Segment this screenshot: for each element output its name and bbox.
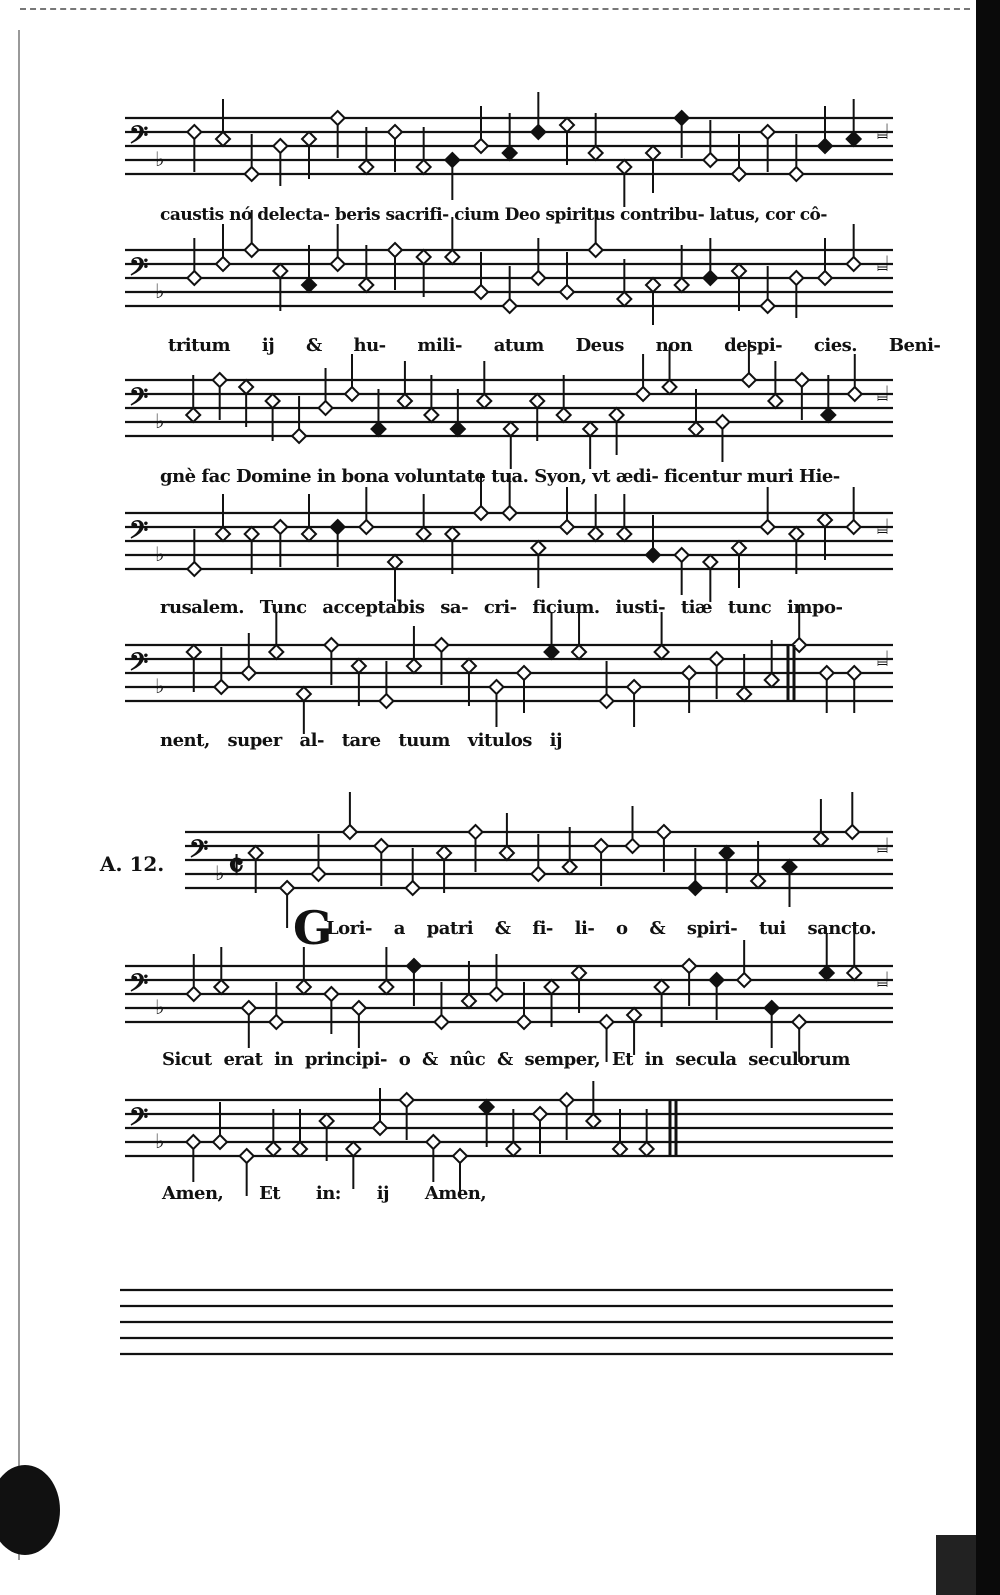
f-clef-icon: 𝄢 bbox=[129, 648, 149, 683]
flat-icon: ♭ bbox=[155, 279, 165, 303]
note-head bbox=[531, 271, 545, 285]
note-head bbox=[297, 687, 311, 701]
f-clef-icon: 𝄢 bbox=[129, 969, 149, 1004]
section-label: A. 12. bbox=[100, 852, 165, 876]
note-head bbox=[600, 1015, 614, 1029]
note-head bbox=[273, 139, 287, 153]
note-head bbox=[847, 132, 861, 146]
flat-icon: ♭ bbox=[155, 674, 165, 698]
note-head bbox=[302, 278, 316, 292]
note-head bbox=[388, 555, 402, 569]
note-head bbox=[346, 1142, 360, 1156]
note-head bbox=[302, 132, 316, 146]
note-head bbox=[737, 973, 751, 987]
lyric-line: caustis nó delecta- beris sacrifi- cium Deo spiritus contribu- latus, cor cô- bbox=[160, 205, 827, 225]
note-head bbox=[359, 160, 373, 174]
flat-icon: ♭ bbox=[155, 409, 165, 433]
note-head bbox=[626, 839, 640, 853]
note-head bbox=[563, 860, 577, 874]
note-head bbox=[545, 980, 559, 994]
note-head bbox=[682, 666, 696, 680]
note-head bbox=[379, 694, 393, 708]
note-head bbox=[504, 422, 518, 436]
note-head bbox=[249, 846, 263, 860]
note-head bbox=[445, 153, 459, 167]
drop-cap: G bbox=[293, 901, 333, 955]
note-head bbox=[572, 966, 586, 980]
f-clef-icon: 𝄢 bbox=[129, 383, 149, 418]
note-head bbox=[600, 694, 614, 708]
note-head bbox=[320, 1114, 334, 1128]
note-head bbox=[710, 973, 724, 987]
note-head bbox=[795, 373, 809, 387]
note-head bbox=[646, 548, 660, 562]
note-head bbox=[331, 257, 345, 271]
note-head bbox=[186, 1135, 200, 1149]
note-head bbox=[302, 527, 316, 541]
note-head bbox=[214, 980, 228, 994]
note-head bbox=[531, 125, 545, 139]
note-head bbox=[557, 408, 571, 422]
note-head bbox=[761, 125, 775, 139]
note-head bbox=[451, 422, 465, 436]
note-head bbox=[560, 285, 574, 299]
note-head bbox=[426, 1135, 440, 1149]
note-head bbox=[531, 867, 545, 881]
note-head bbox=[818, 513, 832, 527]
note-head bbox=[407, 959, 421, 973]
note-head bbox=[789, 167, 803, 181]
flat-icon: ♭ bbox=[155, 1129, 165, 1153]
note-head bbox=[373, 1121, 387, 1135]
note-head bbox=[594, 839, 608, 853]
lyric-line: Lori- a patri & fi- li- o & spiri- tui sancto. bbox=[326, 918, 877, 939]
note-head bbox=[710, 652, 724, 666]
note-head bbox=[675, 548, 689, 562]
note-head bbox=[312, 867, 326, 881]
note-head bbox=[379, 980, 393, 994]
note-head bbox=[737, 687, 751, 701]
note-head bbox=[751, 874, 765, 888]
note-head bbox=[560, 1093, 574, 1107]
note-head bbox=[293, 1142, 307, 1156]
note-head bbox=[324, 638, 338, 652]
note-head bbox=[474, 139, 488, 153]
note-head bbox=[783, 860, 797, 874]
note-head bbox=[560, 118, 574, 132]
custos-icon: 𝆶 bbox=[877, 646, 889, 671]
note-head bbox=[242, 1001, 256, 1015]
note-head bbox=[292, 429, 306, 443]
note-head bbox=[352, 659, 366, 673]
note-head bbox=[474, 285, 488, 299]
note-head bbox=[352, 1001, 366, 1015]
note-head bbox=[655, 980, 669, 994]
custos-icon: 𝆶 bbox=[877, 119, 889, 144]
note-head bbox=[848, 387, 862, 401]
note-head bbox=[434, 638, 448, 652]
note-head bbox=[266, 394, 280, 408]
note-head bbox=[761, 299, 775, 313]
note-head bbox=[345, 387, 359, 401]
note-head bbox=[216, 527, 230, 541]
note-head bbox=[682, 959, 696, 973]
custos-icon: 𝆶 bbox=[877, 967, 889, 992]
note-head bbox=[187, 562, 201, 576]
note-head bbox=[242, 666, 256, 680]
lyric-line: tritum ij & hu- mili- atum Deus non despi- cies. Beni- bbox=[168, 335, 941, 356]
note-head bbox=[657, 825, 671, 839]
note-head bbox=[462, 994, 476, 1008]
note-head bbox=[765, 1001, 779, 1015]
note-head bbox=[398, 394, 412, 408]
note-head bbox=[187, 645, 201, 659]
note-head bbox=[646, 278, 660, 292]
note-head bbox=[847, 257, 861, 271]
note-head bbox=[732, 541, 746, 555]
note-head bbox=[820, 666, 834, 680]
note-head bbox=[617, 292, 631, 306]
note-head bbox=[239, 380, 253, 394]
note-head bbox=[789, 527, 803, 541]
note-head bbox=[792, 1015, 806, 1029]
note-head bbox=[533, 1107, 547, 1121]
lyric-line: nent, super al- tare tuum vitulos ij bbox=[160, 730, 562, 751]
note-head bbox=[703, 271, 717, 285]
f-clef-icon: 𝄢 bbox=[189, 835, 209, 870]
note-head bbox=[407, 659, 421, 673]
note-head bbox=[689, 422, 703, 436]
flat-icon: ♭ bbox=[155, 542, 165, 566]
lyric-line: Sicut erat in principi- o & nûc & semper, Et in secula seculorum bbox=[162, 1049, 850, 1070]
note-head bbox=[477, 394, 491, 408]
note-head bbox=[500, 846, 514, 860]
note-head bbox=[266, 1142, 280, 1156]
note-head bbox=[820, 966, 834, 980]
note-head bbox=[732, 167, 746, 181]
note-head bbox=[627, 680, 641, 694]
note-head bbox=[847, 966, 861, 980]
note-head bbox=[462, 659, 476, 673]
note-head bbox=[489, 987, 503, 1001]
flat-icon: ♭ bbox=[215, 861, 225, 885]
note-head bbox=[765, 673, 779, 687]
note-head bbox=[818, 271, 832, 285]
note-head bbox=[545, 645, 559, 659]
note-head bbox=[269, 1015, 283, 1029]
note-head bbox=[583, 422, 597, 436]
note-head bbox=[400, 1093, 414, 1107]
note-head bbox=[437, 846, 451, 860]
note-head bbox=[240, 1149, 254, 1163]
f-clef-icon: 𝄢 bbox=[129, 516, 149, 551]
note-head bbox=[640, 1142, 654, 1156]
custos-icon: 𝆶 bbox=[877, 251, 889, 276]
note-head bbox=[469, 825, 483, 839]
note-head bbox=[417, 160, 431, 174]
note-head bbox=[371, 422, 385, 436]
lyric-line: rusalem. Tunc acceptabis sa- cri- ficium. iusti- tiæ tunc impo- bbox=[160, 597, 843, 618]
note-head bbox=[331, 111, 345, 125]
note-head bbox=[663, 380, 677, 394]
flat-icon: ♭ bbox=[155, 995, 165, 1019]
note-head bbox=[388, 243, 402, 257]
note-head bbox=[214, 680, 228, 694]
note-head bbox=[506, 1142, 520, 1156]
note-head bbox=[703, 153, 717, 167]
note-head bbox=[821, 408, 835, 422]
note-head bbox=[269, 645, 283, 659]
note-head bbox=[789, 271, 803, 285]
note-head bbox=[586, 1114, 600, 1128]
note-head bbox=[343, 825, 357, 839]
note-head bbox=[517, 1015, 531, 1029]
note-head bbox=[187, 987, 201, 1001]
note-head bbox=[319, 401, 333, 415]
note-head bbox=[732, 264, 746, 278]
lyric-line: Amen, Et in: ij Amen, bbox=[162, 1183, 487, 1204]
note-head bbox=[742, 373, 756, 387]
custos-icon: 𝆶 bbox=[877, 381, 889, 406]
note-head bbox=[818, 139, 832, 153]
note-head bbox=[297, 980, 311, 994]
note-head bbox=[324, 987, 338, 1001]
note-head bbox=[417, 250, 431, 264]
f-clef-icon: 𝄢 bbox=[129, 121, 149, 156]
note-head bbox=[187, 271, 201, 285]
flat-icon: ♭ bbox=[155, 147, 165, 171]
note-head bbox=[245, 167, 259, 181]
note-head bbox=[445, 527, 459, 541]
note-head bbox=[503, 506, 517, 520]
note-head bbox=[406, 881, 420, 895]
note-head bbox=[388, 125, 402, 139]
note-head bbox=[417, 527, 431, 541]
f-clef-icon: 𝄢 bbox=[129, 1103, 149, 1138]
note-head bbox=[213, 1135, 227, 1149]
note-head bbox=[636, 387, 650, 401]
note-head bbox=[374, 839, 388, 853]
lyric-line: gnè fac Domine in bona voluntate tua. Syon, vt ædi- ficentur muri Hie- bbox=[160, 466, 840, 487]
note-head bbox=[847, 666, 861, 680]
note-head bbox=[703, 555, 717, 569]
note-head bbox=[480, 1100, 494, 1114]
note-head bbox=[359, 278, 373, 292]
note-head bbox=[617, 527, 631, 541]
note-head bbox=[768, 394, 782, 408]
note-head bbox=[715, 415, 729, 429]
note-head bbox=[610, 408, 624, 422]
note-head bbox=[589, 527, 603, 541]
note-head bbox=[675, 278, 689, 292]
note-head bbox=[572, 645, 586, 659]
note-head bbox=[445, 250, 459, 264]
note-head bbox=[720, 846, 734, 860]
note-head bbox=[453, 1149, 467, 1163]
note-head bbox=[675, 111, 689, 125]
note-head bbox=[216, 132, 230, 146]
note-head bbox=[213, 373, 227, 387]
custos-icon: 𝆶 bbox=[877, 514, 889, 539]
f-clef-icon: 𝄢 bbox=[129, 253, 149, 288]
cut-time-icon: 𝄵 bbox=[228, 845, 245, 887]
note-head bbox=[187, 125, 201, 139]
note-head bbox=[655, 645, 669, 659]
note-head bbox=[245, 527, 259, 541]
note-head bbox=[627, 1008, 641, 1022]
note-head bbox=[280, 881, 294, 895]
note-head bbox=[845, 825, 859, 839]
note-head bbox=[847, 520, 861, 534]
note-head bbox=[273, 264, 287, 278]
note-head bbox=[186, 408, 200, 422]
note-head bbox=[434, 1015, 448, 1029]
note-head bbox=[331, 520, 345, 534]
note-head bbox=[503, 146, 517, 160]
note-head bbox=[761, 520, 775, 534]
note-head bbox=[273, 520, 287, 534]
note-head bbox=[359, 520, 373, 534]
note-head bbox=[617, 160, 631, 174]
note-head bbox=[560, 520, 574, 534]
note-head bbox=[474, 506, 488, 520]
note-head bbox=[688, 881, 702, 895]
note-head bbox=[503, 299, 517, 313]
note-head bbox=[424, 408, 438, 422]
note-head bbox=[216, 257, 230, 271]
note-head bbox=[646, 146, 660, 160]
note-head bbox=[531, 541, 545, 555]
custos-icon: 𝆶 bbox=[877, 833, 889, 858]
note-head bbox=[530, 394, 544, 408]
note-head bbox=[814, 832, 828, 846]
note-head bbox=[613, 1142, 627, 1156]
note-head bbox=[489, 680, 503, 694]
note-head bbox=[245, 243, 259, 257]
note-head bbox=[517, 666, 531, 680]
note-head bbox=[589, 243, 603, 257]
note-head bbox=[589, 146, 603, 160]
